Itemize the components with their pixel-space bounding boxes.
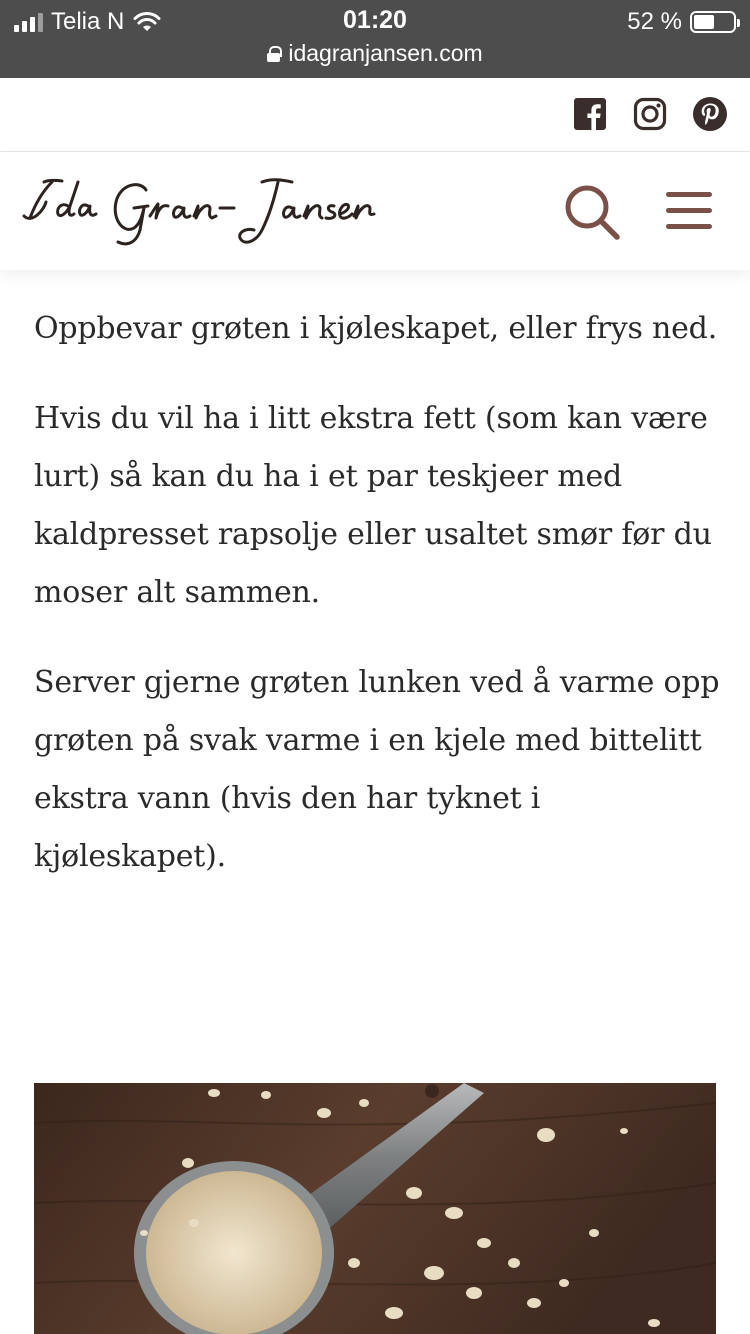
site-logo[interactable] xyxy=(22,172,378,252)
url-text[interactable]: idagranjansen.com xyxy=(288,40,483,66)
address-bar[interactable] xyxy=(0,40,750,67)
hamburger-menu-icon[interactable] xyxy=(664,188,716,234)
status-bar xyxy=(0,0,750,78)
article-paragraph: Server gjerne grøten lunken ved å varme opp grøten på svak varme i en kjele med bittelitt ekstra vann (hvis den har tyknet i kjøleskapet). xyxy=(34,665,720,874)
status-right xyxy=(627,8,736,36)
article-paragraph: Oppbevar grøten i kjøleskapet, eller frys ned. xyxy=(34,311,718,346)
search-icon[interactable] xyxy=(562,182,622,242)
pinterest-icon[interactable] xyxy=(692,96,728,132)
lock-icon xyxy=(267,46,280,62)
social-bar xyxy=(0,78,750,152)
article-body xyxy=(34,300,724,918)
article-paragraph: Hvis du vil ha i litt ekstra fett (som kan være lurt) så kan du ha i et par teskjeer med kaldpresset rapsolje eller usaltet smør før du moser alt sammen. xyxy=(34,401,712,610)
menu-line xyxy=(666,192,712,197)
battery-percent: 52 % xyxy=(627,8,682,35)
menu-line xyxy=(666,224,712,229)
facebook-icon[interactable] xyxy=(572,96,608,132)
oats-photo xyxy=(34,1083,716,1334)
battery-icon xyxy=(690,11,736,33)
social-links xyxy=(572,96,728,132)
site-header xyxy=(0,152,750,270)
carrier-name: Telia N xyxy=(51,8,125,35)
oats-illustration xyxy=(34,1083,716,1334)
clock: 01:20 xyxy=(343,6,407,34)
battery-level xyxy=(694,15,714,29)
instagram-icon[interactable] xyxy=(632,96,668,132)
menu-line xyxy=(666,208,712,213)
